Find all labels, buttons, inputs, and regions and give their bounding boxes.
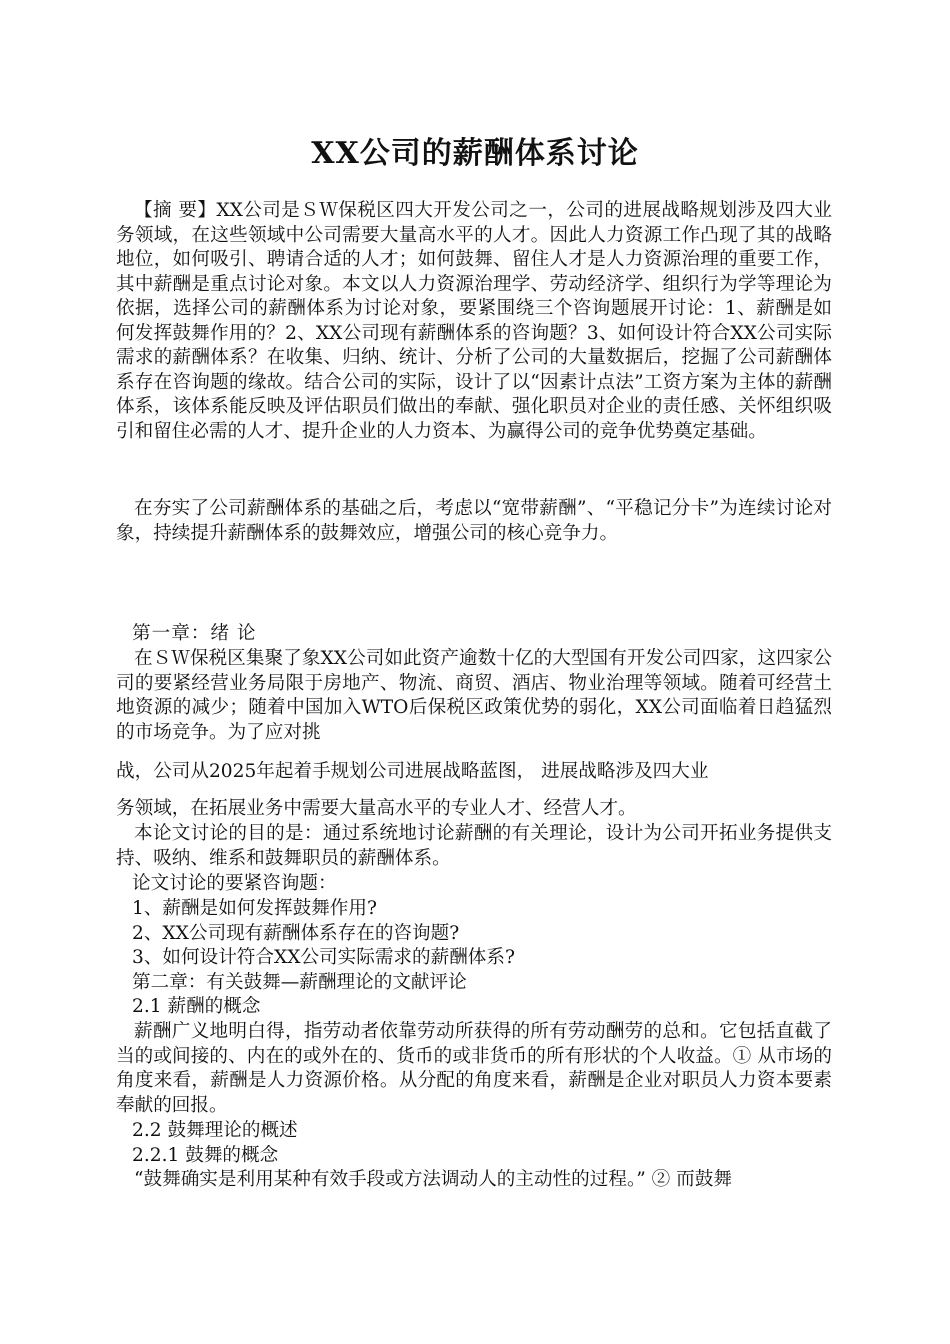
question-item: 1、薪酬是如何发挥鼓舞作用? (132, 898, 377, 919)
section-2-1-heading: 2.1 薪酬的概念 (132, 996, 261, 1017)
section-2-1-paragraph: 薪酬广义地明白得，指劳动者依靠劳动所获得的所有劳动酬劳的总和。它包括直截了当的或间接的、内在的或外在的、货币的或非货币的所有形状的个人收益。① 从市场的角度来看，薪酬是人力资源价格。从分配的角度来看，薪酬是企业对职员人力资本要素奉献的回报。 (116, 1021, 832, 1116)
section-2-2-1-paragraph: “鼓舞确实是利用某种有效手段或方法调动人的主动性的过程。” ② 而鼓舞 (134, 1169, 732, 1190)
chapter-1-paragraph-2: 本论文讨论的目的是：通过系统地讨论薪酬的有关理论，设计为公司开拓业务提供支持、吸纳、维系和鼓舞职员的薪酬体系。 (116, 823, 832, 869)
chapter-1-heading: 第一章：绪 论 (132, 623, 257, 644)
chapter-1-paragraph-1-line-2: 战，公司从2025年起着手规划公司进展战略蓝图， 进展战略涉及四大业 (116, 761, 709, 782)
question-item: 2、XX公司现有薪酬体系存在的咨询题? (132, 923, 460, 944)
chapter-1-paragraph-1-line-3: 务领域，在拓展业务中需要大量高水平的专业人才、经营人才。 (116, 798, 637, 819)
questions-heading: 论文讨论的要紧咨询题： (132, 873, 337, 894)
chapter-1-paragraph-1: 在ＳＷ保税区集聚了象XX公司如此资产逾数十亿的大型国有开发公司四家，这四家公司的要紧经营业务局限于房地产、物流、商贸、酒店、物业治理等领域。随着可经营土地资源的减少；随着中国加入WTO后保税区政策优势的弱化，XX公司面临着日趋猛烈的市场竞争。为了应对挑 (116, 648, 832, 743)
abstract-paragraph-1: 【摘 要】XX公司是ＳＷ保税区四大开发公司之一，公司的进展战略规划涉及四大业务领域，在这些领域中公司需要大量高水平的人才。因此人力资源工作凸现了其的战略地位，如何吸引、聘请合适的人才；如何鼓舞、留住人才是人力资源治理的重要工作，其中薪酬是重点讨论对象。本文以人力资源治理学、劳动经济学、组织行为学等理论为依据，选择公司的薪酬体系为讨论对象，要紧围绕三个咨询题展开讨论：1、薪酬是如何发挥鼓舞作用的？2、XX公司现有薪酬体系的咨询题？3、如何设计符合XX公司实际需求的薪酬体系？在收集、归纳、统计、分析了公司的大量数据后，挖掘了公司薪酬体系存在咨询题的缘故。结合公司的实际，设计了以“因素计点法”工资方案为主体的薪酬体系，该体系能反映及评估职员们做出的奉献、强化职员对企业的责任感、关怀组织吸引和留住必需的人才、提升企业的人力资本、为赢得公司的竞争优势奠定基础。 (116, 200, 832, 442)
chapter-2-heading: 第二章：有关鼓舞—薪酬理论的文献评论 (132, 972, 467, 993)
section-2-2-1-heading: 2.2.1 鼓舞的概念 (132, 1145, 279, 1166)
abstract-paragraph-2: 在夯实了公司薪酬体系的基础之后，考虑以“宽带薪酬”、“平稳记分卡”为连续讨论对象，持续提升薪酬体系的鼓舞效应，增强公司的核心竞争力。 (116, 498, 832, 544)
document-title: XX公司的薪酬体系讨论 (311, 136, 639, 171)
question-item: 3、如何设计符合XX公司实际需求的薪酬体系? (132, 947, 515, 968)
section-2-2-heading: 2.2 鼓舞理论的概述 (132, 1120, 298, 1141)
